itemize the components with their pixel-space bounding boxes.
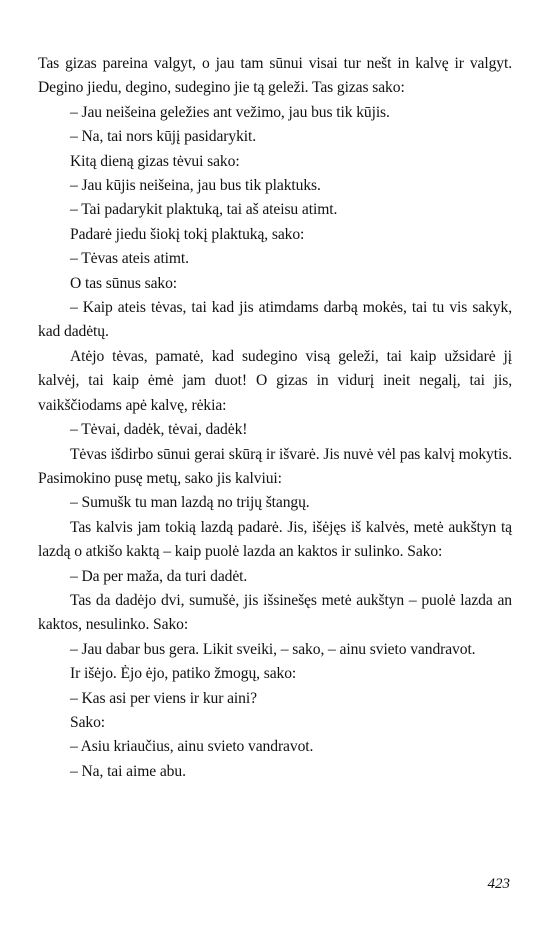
paragraph: – Da per maža, da turi dadėt. [70, 567, 248, 585]
paragraph: Tas kalvis jam tokią lazdą padarė. Jis, išėjęs iš kalvės, metė aukštyn tą lazdą o atkišo kaktą – kaip puolė lazda an kaktos ir sulinko. Sako: [38, 518, 512, 561]
paragraph: – Jau neišeina geležies ant vežimo, jau bus tik kūjis. [70, 103, 390, 121]
paragraph: Kitą dieną gizas tėvui sako: [70, 152, 240, 170]
paragraph: – Tėvas ateis atimt. [70, 250, 189, 268]
paragraph: Tas da dadėjo dvi, sumušė, jis išsinešęs metė aukštyn – puolė lazda an kaktos, nesulinko. Sako: [38, 591, 512, 634]
paragraph: Padarė jiedu šiokį tokį plaktuką, sako: [70, 225, 305, 243]
paragraph: – Asiu kriaučius, ainu svieto vandravot. [70, 738, 314, 756]
body-text [38, 52, 512, 784]
paragraph: – Kas asi per viens ir kur aini? [70, 689, 257, 707]
paragraph: O tas sūnus sako: [70, 274, 178, 292]
paragraph: Tas gizas pareina valgyt, o jau tam sūnui visai tur nešt in kalvę ir valgyt. Degino jiedu, degino, sudegino jie tą geleži. Tas gizas sako: [38, 55, 512, 97]
paragraph: Sako: [70, 713, 106, 731]
paragraph: – Tėvai, dadėk, tėvai, dadėk! [70, 421, 248, 439]
paragraph: – Sumušk tu man lazdą no trijų štangų. [70, 494, 310, 512]
paragraph: – Tai padarykit plaktuką, tai aš ateisu atimt. [70, 201, 338, 219]
paragraph: – Jau kūjis neišeina, jau bus tik plaktuks. [70, 177, 321, 195]
paragraph: – Na, tai nors kūjį pasidarykit. [70, 128, 257, 146]
paragraph: – Kaip ateis tėvas, tai kad jis atimdams darbą mokės, tai tu vis sakyk, kad dadėtų. [38, 299, 512, 341]
paragraph: Ir išėjo. Ėjo ėjo, patiko žmogų, sako: [70, 665, 297, 683]
page-number: 423 [487, 876, 510, 892]
paragraph: – Na, tai aime abu. [70, 762, 186, 780]
paragraph: – Jau dabar bus gera. Likit sveiki, – sako, – ainu svieto vandravot. [70, 640, 476, 658]
paragraph: Tėvas išdirbo sūnui gerai skūrą ir išvarė. Jis nuvė vėl pas kalvį mokytis. Pasimokino pusę metų, sako jis kalviui: [38, 445, 512, 487]
paragraph: Atėjo tėvas, pamatė, kad sudegino visą geleži, tai kaip užsidarė jį kalvėj, tai kaip ėmė jam duot! O gizas in vidurį ineit negalį, tai jis, vaikščiodams apė kalvę, rėkia: [38, 347, 512, 414]
